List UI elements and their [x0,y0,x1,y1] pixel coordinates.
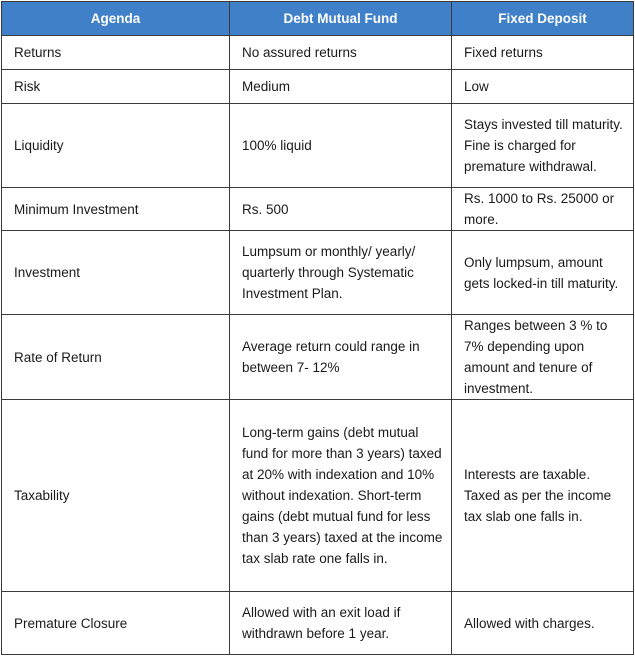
agenda-cell: Minimum Investment [2,188,230,231]
agenda-cell: Premature Closure [2,592,230,655]
agenda-cell: Risk [2,70,230,104]
header-agenda: Agenda [2,2,230,36]
fixed-deposit-cell: Allowed with charges. [452,592,634,655]
agenda-cell: Liquidity [2,104,230,188]
debt-mutual-fund-cell: Lumpsum or monthly/ yearly/ quarterly through Systematic Investment Plan. [230,231,452,315]
table-row [2,315,634,400]
table-row [2,104,634,188]
fixed-deposit-cell: Fixed returns [452,36,634,70]
header-fixed-deposit: Fixed Deposit [452,2,634,36]
table-row [2,400,634,592]
agenda-cell: Taxability [2,400,230,592]
table-row [2,592,634,655]
agenda-cell: Rate of Return [2,315,230,400]
fixed-deposit-cell: Interests are taxable. Taxed as per the income tax slab one falls in. [452,400,634,592]
debt-mutual-fund-cell: Long-term gains (debt mutual fund for more than 3 years) taxed at 20% with indexation and 10% without indexation. Short-term gains (debt mutual fund for less than 3 years) taxed at the income tax slab rate one falls in. [230,400,452,592]
fixed-deposit-cell: Ranges between 3 % to 7% depending upon amount and tenure of investment. [452,315,634,400]
fixed-deposit-cell: Rs. 1000 to Rs. 25000 or more. [452,188,634,231]
debt-mutual-fund-cell: 100% liquid [230,104,452,188]
agenda-cell: Returns [2,36,230,70]
fixed-deposit-cell: Low [452,70,634,104]
debt-mutual-fund-cell: Medium [230,70,452,104]
table-row [2,36,634,70]
table-header-row [2,2,634,36]
table-row [2,70,634,104]
table-row [2,231,634,315]
agenda-cell: Investment [2,231,230,315]
debt-mutual-fund-cell: Average return could range in between 7- 12% [230,315,452,400]
debt-mutual-fund-cell: No assured returns [230,36,452,70]
debt-mutual-fund-cell: Allowed with an exit load if withdrawn before 1 year. [230,592,452,655]
fixed-deposit-cell: Only lumpsum, amount gets locked-in till maturity. [452,231,634,315]
header-debt-mutual-fund: Debt Mutual Fund [230,2,452,36]
table-row [2,188,634,231]
fixed-deposit-cell: Stays invested till maturity. Fine is charged for premature withdrawal. [452,104,634,188]
comparison-table [1,1,634,655]
debt-mutual-fund-cell: Rs. 500 [230,188,452,231]
